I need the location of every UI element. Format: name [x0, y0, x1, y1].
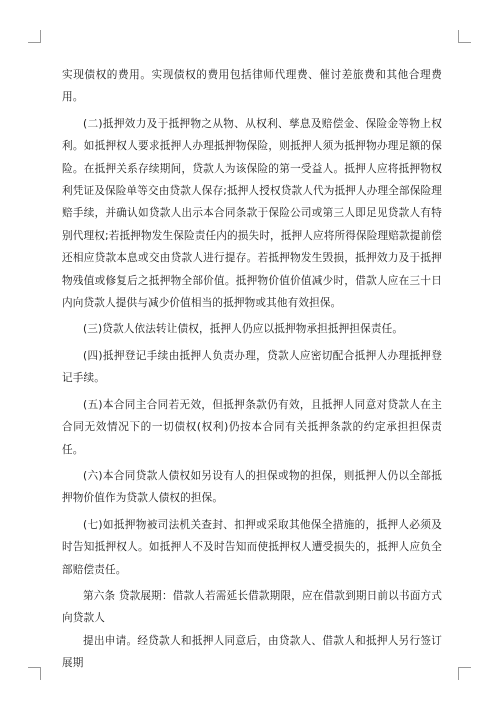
paragraph-article-6: 第六条 贷款展期：借款人若需延长借款期限，应在借款到期日前以书面方式向贷款人 [62, 589, 442, 625]
paragraph-clause-3: (三)贷款人依法转让债权，抵押人仍应以抵押物承担抵押担保责任。 [83, 323, 404, 336]
paragraph-clause-6: (六)本合同贷款人债权如另设有人的担保或物的担保，则抵押人仍以全部抵押物价值作为贷款人债权的担保。 [62, 469, 442, 505]
paragraph-article-6-continued: 提出申请。经贷款人和抵押人同意后，由贷款人、借款人和抵押人另行签订展期 [62, 634, 442, 670]
document-body [62, 64, 442, 679]
crop-mark-top-left [28, 30, 41, 43]
crop-mark-top-right [458, 30, 471, 43]
paragraph-clause-5: (五)本合同主合同若无效，但抵押条款仍有效，且抵押人同意对贷款人在主合同无效情况下的一切债权(权利)仍按本合同有关抵押条款的约定承担担保责任。 [62, 398, 442, 456]
paragraph-expenses: 实现债权的费用。实现债权的费用包括律师代理费、催讨差旅费和其他合理费用。 [62, 69, 442, 104]
paragraph-clause-7: (七)如抵押物被司法机关查封、扣押或采取其他保全措施的，抵押人必须及时告知抵押权人。如抵押人不及时告知而使抵押权人遭受损失的，抵押人应负全部赔偿责任。 [62, 518, 442, 576]
crop-mark-bottom-right [458, 667, 471, 680]
crop-mark-bottom-left [28, 667, 41, 680]
paragraph-clause-2: (二)抵押效力及于抵押物之从物、从权利、孳息及赔偿金、保险金等物上权利。如抵押权人要求抵押人办理抵押物保险，则抵押人须为抵押物办理足额的保险。在抵押关系存续期间，贷款人为该保险的第一受益人。抵押人应将抵押物权利凭证及保险单等交由贷款人保存;抵押人授权贷款人代为抵押人办理全部保险理赔手续，并确认如贷款人出示本合同条款于保险公司或第三人即足见贷款人有特别代理权;若抵押物发生保险责任内的损失时，抵押人应将所得保险理赔款提前偿还相应贷款本息或交由贷款人进行提存。若抵押物发生毁损，抵押效力及于抵押物残值或修复后之抵押物全部价值。抵押物价值价值减少时，借款人应在三十日内向贷款人提供与减少价值相当的抵押物或其他有效担保。 [62, 117, 442, 310]
paragraph-clause-4: (四)抵押登记手续由抵押人负责办理，贷款人应密切配合抵押人办理抵押登记手续。 [62, 349, 442, 385]
